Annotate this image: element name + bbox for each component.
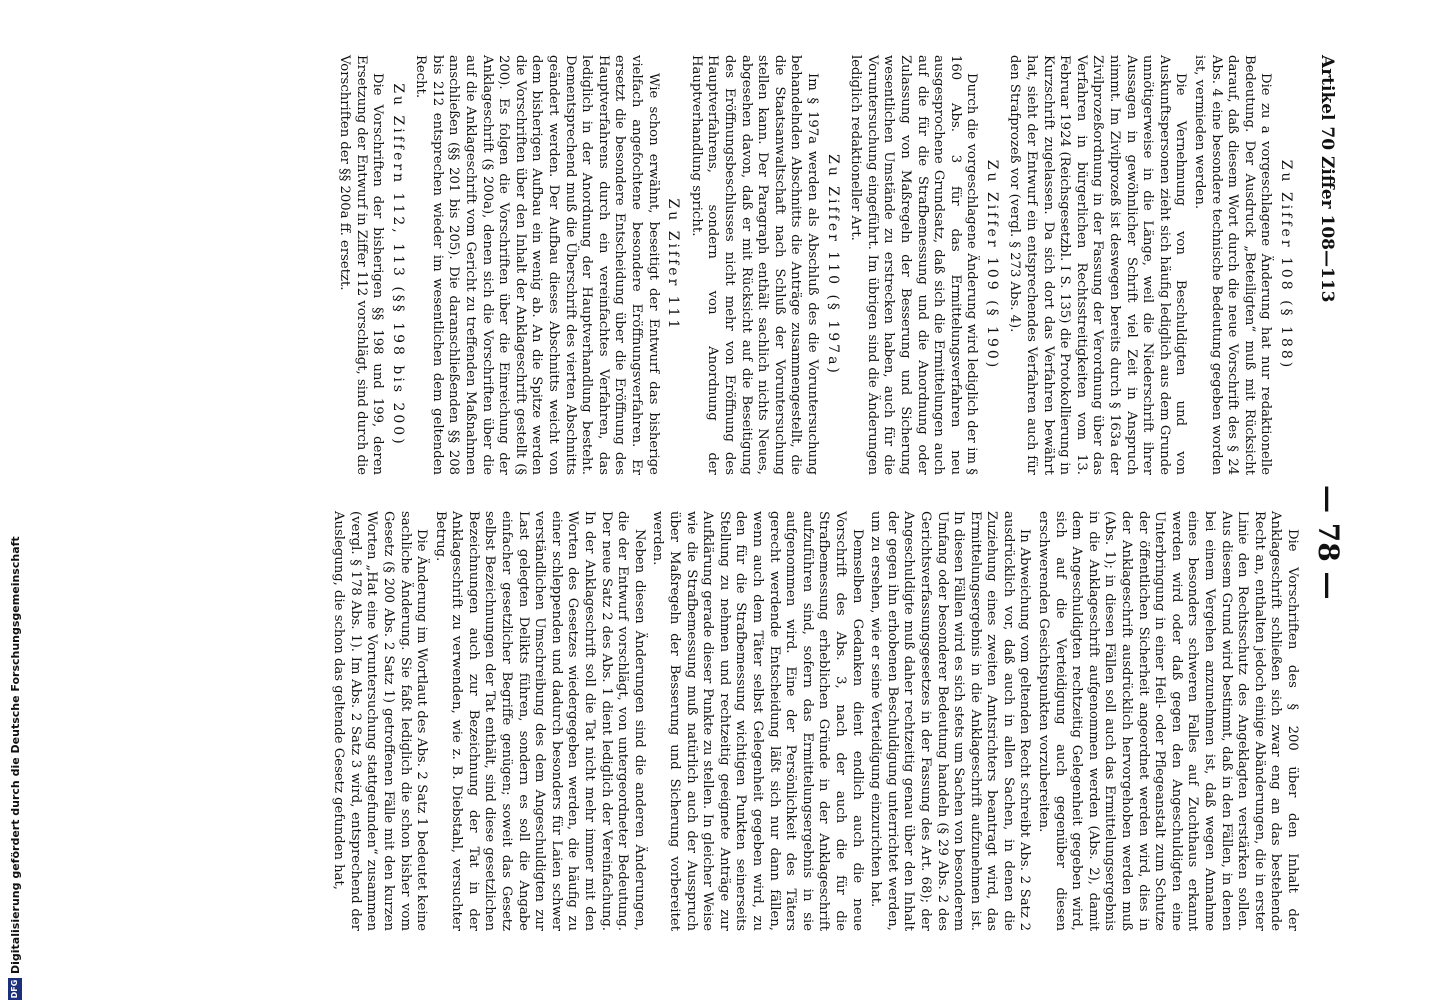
- section-heading: Zu Ziffer 111: [665, 198, 682, 332]
- document-page: [265, 55, 1345, 955]
- page-header: [1305, 55, 1345, 955]
- credit-text: Digitalisierung gefördert durch die Deutsche Forschungsgemeinschaft: [8, 536, 22, 974]
- section-heading: Zu Ziffern 112, 113 (§§ 198 bis 200): [389, 83, 406, 447]
- paragraph: Die Änderung im Wortlaut des Abs. 2 Satz 1 bedeutet keine sachliche Änderung. Sie faßt lediglich die schon bisher vom Gesetz (§ 200 Abs. 2 Satz 1) getroffenen Fälle mit den kurzen Worten „Hat eine Voruntersuchung stattgefunden“ zusammen (vergl. § 178 Abs. 1). Im Abs. 2 Satz 3 wird, entsprechend der Auslegung, die schon das geltende Gesetz gefunden hat,: [331, 511, 430, 931]
- running-head: Artikel 70 Ziffer 108—113: [1317, 55, 1337, 303]
- section-heading: Zu Ziffer 109 (§ 190): [983, 159, 1000, 371]
- paragraph: Die zu a vorgeschlagene Änderung hat nur redaktionelle Bedeutung. Der Ausdruck „Beteiligten“ muß mit Rücksicht darauf, daß diesem Wort durch die neue Vorschrift des § 24 Abs. 4 eine besondere technische Bedeutung gegeben worden ist, vermieden werden.: [1192, 55, 1274, 475]
- paragraph: Die Vorschriften der bisherigen §§ 198 und 199, deren Ersetzung der Entwurf in Ziffer 112 vorschlägt, sind durch die Vorschriften der §§ 200a ff. ersetzt.: [336, 55, 386, 475]
- paragraph: In Abweichung vom geltenden Recht schreibt Abs. 2 Satz 2 ausdrücklich vor, daß auch in allen Sachen, in denen die Zuziehung eines zweiten Amtsrichters beantragt wird, das Ermittelungsergebnis in die Anklageschrift aufzunehmen ist. In diesen Fällen wird es sich stets um Sachen von besonderem Umfang oder besonderer Bedeutung handeln (§ 29 Abs. 2 des Gerichtsverfassungsgesetzes in der Fassung des Art. 68); der Angeschuldigte muß daher rechtzeitig genau über den Inhalt der gegen ihn erhobenen Beschuldigung unterrichtet werden, um zu ersehen, wie er seine Verteidigung einzurichten hat.: [868, 511, 1033, 931]
- paragraph: Wie schon erwähnt, beseitigt der Entwurf das bisherige vielfach angefochtene besondere Eröffnungsverfahren. Er ersetzt die besondere Entscheidung über die Eröffnung des Hauptverfahrens durch ein vereinfachtes Verfahren, das lediglich in der Anordnung der Hauptverhandlung besteht. Dementsprechend muß die Überschrift des vierten Abschnitts geändert werden. Der Aufbau dieses Abschnitts weicht von dem bisherigen Aufbau ein wenig ab. An die Spitze werden die Vorschriften über den Inhalt der Anklageschrift gestellt (§ 200). Es folgen die Vorschriften über die Einreichung der Anklageschrift (§ 200a), denen sich die Vorschriften über die auf die Anklageschrift vom Gericht zu treffenden Maßnahmen anschließen (§§ 201 bis 205). Die daranschließenden §§ 208 bis 212 entsprechen wieder im wesentlichen dem geltenden Recht.: [413, 55, 661, 475]
- page-number: — 78 —: [1312, 485, 1345, 600]
- paragraph: Im § 197a werden als Abschluß des die Voruntersuchung behandelnden Abschnitts die Anträge zusammengestellt, die die Staatsanwaltschaft nach Schluß der Voruntersuchung stellen kann. Der Paragraph enthält sachlich nichts Neues, abgesehen davon, daß er mit Rücksicht auf die Beseitigung des Eröffnungsbeschlusses nicht mehr von Eröffnung des Hauptverfahrens, sondern von Anordnung der Hauptverhandlung spricht.: [688, 55, 820, 475]
- paragraph: Demselben Gedanken dient endlich auch die neue Vorschrift des Abs. 3, nach der auch die für die Strafbemessung erheblichen Gründe in der Anklageschrift aufzuführen sind, sofern das Ermittelungsergebnis in sie aufgenommen wird. Eine der Persönlichkeit des Täters gerecht werdende Entscheidung läßt sich nur dann fällen, wenn auch dem Täter selbst Gelegenheit gegeben wird, zu den für die Strafbemessung wichtigen Punkten seinerseits Stellung zu nehmen und rechtzeitig geeignete Anträge zur Aufklärung gerade dieser Punkte zu stellen. In gleicher Weise wie die Strafbemessung muß natürlich auch der Ausspruch über Maßregeln der Besserung und Sicherung vorbereitet werden.: [650, 511, 865, 931]
- section-heading: Zu Ziffer 108 (§ 188): [1278, 159, 1294, 371]
- paragraph: Durch die vorgeschlagene Änderung wird lediglich der im § 160 Abs. 3 für das Ermittelungsverfahren neu ausgesprochene Grundsatz, daß sich die Ermittelungen auch auf die für die Strafbemessung und die Anordnung oder Zulassung von Maßregeln der Besserung und Sicherung wesentlichen Umstände zu erstrecken haben, auch für die Voruntersuchung eingeführt. Im übrigen sind die Änderungen lediglich redaktioneller Art.: [848, 55, 980, 475]
- digitization-credit: [4, 0, 26, 1000]
- left-column: [333, 55, 1300, 475]
- right-column: [328, 511, 1300, 931]
- paragraph: Neben diesen Änderungen sind die anderen Änderungen, die der Entwurf vorschlägt, von untergeordneter Bedeutung. Der neue Satz 2 des Abs. 1 dient lediglich der Vereinfachung. In der Anklageschrift soll die Tat nicht mehr immer mit den Worten des Gesetzes wiedergegeben werden, die häufig zu einer schleppenden und dadurch besonders für Laien schwer verständlichen Umschreibung des dem Angeschuldigten zur Last gelegten Delikts führen, sondern es soll die Angabe einfacher gesetzlicher Begriffe genügen; soweit das Gesetz selbst Bezeichnungen der Tat enthält, sind diese gesetzlichen Bezeichnungen auch zur Bezeichnung der Tat in der Anklageschrift zu verwenden, wie z. B. Diebstahl, versuchter Betrug.: [432, 511, 647, 931]
- section-heading: Zu Ziffer 110 (§ 197a): [824, 154, 841, 376]
- paragraph: Die Vernehmung von Beschuldigten und von Auskunftspersonen zieht sich häufig lediglich aus dem Grunde unnötigerweise in die Länge, weil die Niederschrift ihrer Aussagen in gewöhnlicher Schrift viel Zeit in Anspruch nimmt. Im Zivilprozeß ist deswegen bereits durch § 163a der Zivilprozeßordnung in der Fassung der Verordnung über das Verfahren in bürgerlichen Rechtsstreitigkeiten vom 13. Februar 1924 (Reichsgesetzbl. I S. 135) die Protokollierung in Kurzschrift zugelassen. Da sich dort das Verfahren bewährt hat, sieht der Entwurf ein entsprechendes Verfahren auch für den Strafprozeß vor (vergl. § 273 Abs. 4).: [1007, 55, 1189, 475]
- dfg-logo-icon: DFG: [8, 978, 22, 1000]
- paragraph: Die Vorschriften des § 200 über den Inhalt der Anklageschrift schließen sich zwar eng an das bestehende Recht an, enthalten jedoch einige Abänderungen, die in erster Linie den Rechtsschutz des Angeklagten verstärken sollen. Aus diesem Grund wird bestimmt, daß in den Fällen, in denen bei einem Vergehen anzunehmen ist, daß wegen Annahme eines besonders schweren Falles auf Zuchthaus erkannt werden wird oder daß gegen den Angeschuldigten eine Unterbringung in einer Heil- oder Pflegeanstalt zum Schutze der öffentlichen Sicherheit angeordnet werden wird, dies in der Anklageschrift ausdrücklich hervorgehoben werden muß (Abs. 1); in diesen Fällen soll auch das Ermittelungsergebnis in die Anklageschrift aufgenommen werden (Abs. 2), damit dem Angeschuldigten rechtzeitig Gelegenheit gegeben wird, sich auf die Verteidigung auch gegenüber diesen erschwerenden Gesichtspunkten vorzubereiten.: [1036, 511, 1300, 931]
